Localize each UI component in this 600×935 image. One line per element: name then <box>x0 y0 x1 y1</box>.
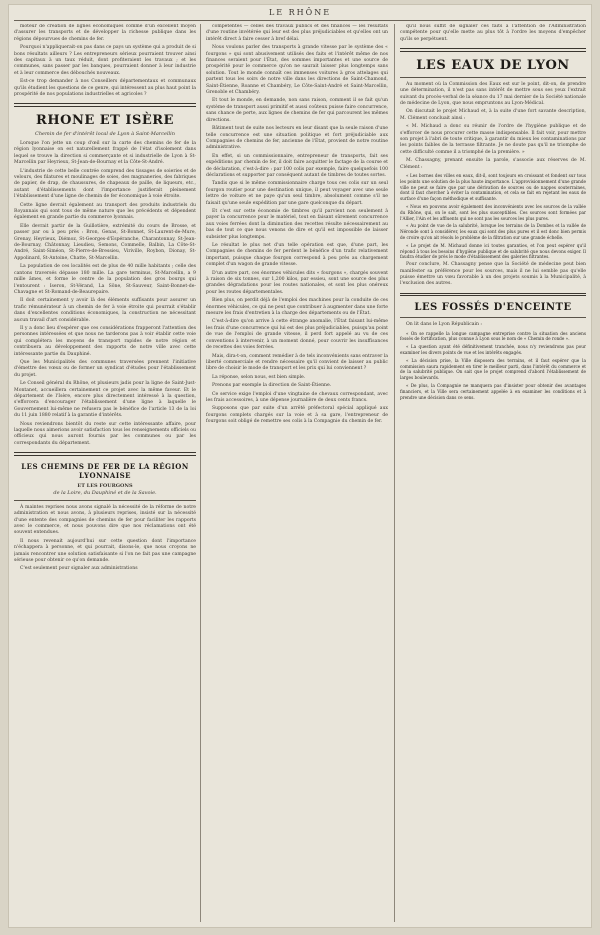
quoted-paragraph: « Les bornes des villes en eaux, dit-il, sont toujours en croissant et fondent sur tous les points une solution de la plus haute importance. L'approvisionnement d'une grande ville ne peut se faire que par une dérivation de sources ou de nappes souterraines, dont il faut chercher à éviter la contamination, et cela se fait en rejetant les eaux de surface d'une façon méthodique et suffisante. <box>400 173 586 202</box>
quoted-paragraph: « Le projet de M. Michaud donne ici toutes garanties, et l'on peut espérer qu'il répond à tous les besoins d'hygiène publique et de salubrité que nous devons exiger. Il faudra étudier de près le mode d'établissement des galeries filtrantes. <box>400 242 586 260</box>
paragraph: Prenons par exemple la direction de Saint-Étienne. <box>212 383 332 389</box>
top-rule <box>14 20 586 21</box>
paragraph: Pour conclure, M. Chassagny pense que la Société de médecine peut bien manifester sa préférence pour les sources, mais il ne lui semble pas qu'elle puisse émettre un vœu favorable à un des projets soumis à la Municipalité, à l'exclusion des autres. <box>400 262 586 287</box>
column-divider <box>200 24 201 922</box>
paragraph: Pourquoi n'appliquerait-on pas dans ce pays un système qui a produit de si bons résultats ailleurs ? Les entrepreneurs sérieux pourraient trouver ainsi des capitaux à un taux réduit, dont profiteraient les travaux ; et les communes, sans passer par les banques, pourraient donner à leur industrie et à leur commerce des débouchés nouveaux. <box>14 45 196 76</box>
paragraph: Que les Municipalités des communes traversées prennent l'initiative d'émettre des vœux ou de former un syndicat d'études pour l'établissement du projet. <box>14 359 196 378</box>
paragraph: Tandis que si le même commissionnaire charge tous ces colis sur un seul fourgon routier pour une destination unique, il peut voyager avec une seule lettre de voiture et ne paye qu'un seul timbre, absolument comme s'il ne faisait qu'une seule expédition par une gare quelconque du départ. <box>206 181 388 206</box>
section-divider <box>14 103 196 107</box>
quoted-paragraph: « Au point de vue de la salubrité, lorsque les terrains de la Dombes et la vallée de Néronde sont à considérer, les eaux qui sont des plus pures et il est donc bien permis de croire qu'on ait résolu le problème de la filtration sur une grande échelle. <box>400 223 586 240</box>
paragraph: On lit dans le Lyon Républicain : <box>406 322 482 328</box>
quoted-paragraph: « Nous en pouvons avoir également des inconvénients avec les sources de la vallée du Rhône, qui, on le sait, sont les plus susceptibles. Ces sources sont formées par l'Allier, l'Ain et les affluents qui ne sont pas les sources les plus pures. <box>400 203 586 221</box>
paragraph: C'est-à-dire qu'on arrive à cette étrange anomalie, l'État faisant lui-même les frais d'une concurrence qui lui est des plus préjudiciables, puisqu'au point de vue de l'emploi de grande vitesse, il perd fort appelé au vu de ces conventions à intervenir, à un moment donné, pour couvrir les insuffisances de recettes des voies ferrées. <box>206 319 388 351</box>
paragraph: Lorsque l'on jette un coup d'œil sur la carte des chemins de fer de la région lyonnaise on est naturellement frappé de l'état d'isolement dans lequel se trouve la direction si commerçante et si industrielle de Lyon à St-Marcellin par Heyrieux, St-Jean-de-Bournay et la Côte-St-André. <box>14 140 196 166</box>
quoted-paragraph: « On se rappelle la longue campagne entreprise contre la situation des anciens fossés de fortification, plus connue à Lyon sous le nom de « Chemin de ronde ». <box>400 330 586 342</box>
paragraph: Il doit certainement y avoir là des éléments suffisants pour assurer un trafic rémunérateur à un chemin de fer à voie étroite qui pourrait s'établir dans d'excellentes conditions économiques, la construction ne nécessitant aucun travail d'art considérable. <box>14 298 196 323</box>
paragraph: Elle devrait partir de la Guillotière, extrémité du cours de Brosse, et passer par ou à peu près : Bron, Genas, St-Bonnet, St-Laurent-de-Mure, Grenay, Heyrieux, Diémoz, St-Georges-d'Espéranche, Charantonnay, St-Jean-de-Bournay, Châtonnay, Lieudieu, Semons, Commelle, Balbin, La Côte-St-André, Saint-Siméon, St-Pierre-de-Bressieu, Viriville, Roybon, Dionay, St-Appolinard, St-Antoine, Chatte, St-Marcellin. <box>14 223 196 261</box>
paragraph: Mais, dira-t-on, comment remédier à de tels inconvénients sans entraver la liberté commerciale et rendre nécessaire qu'il convient de laisser au public libre de choisir le mode de transport et les prix qui lui conviennent ? <box>206 353 388 372</box>
paragraph: Est-ce trop demander à nos Conseillers départementaux et communaux qu'ils étudient les questions de ce genre, qui intéressent au plus haut point la prospérité de nos populations industrielles et agricoles ? <box>14 79 196 98</box>
paragraph: Le résultat le plus net d'un telle opération est que, d'une part, les Compagnies de chemins de fer perdent le bénéfice d'un trafic relativement important, puisque chaque fourgon correspond à peu près au chargement complet d'un wagon de grande vitesse. <box>206 243 388 268</box>
paragraph: Et c'est sur cette économie de timbres qu'il parvient non seulement à payer la concurrence pour le matériel, tout en faisant sûrement concurrence aux voies ferrées dont la diminution des recettes résulte nécessairement au bas de tout ce que nous venons de dire et qu'il est impossible de laisser subsister plus longtemps. <box>206 208 388 240</box>
paragraph: M. Chassagny, prenant ensuite la parole, s'associe aux réserves de M. Clément : <box>400 158 586 170</box>
section-subtitle: Chemin de fer d'intérêt local de Lyon à Saint-Marcellin <box>35 130 175 137</box>
paragraph: compétentes — celles des travaux publics et des finances — les résultats d'une routine invétérée qui leur est des plus préjudiciables et qu'elles ont un intérêt direct à faire cesser à bref délai. <box>206 24 388 42</box>
paragraph: En effet, si un commissionnaire, entrepreneur de transports, fait ses expéditions par chemin de fer, il doit faire acquitter le factage de la course et de déclaration, c'est-à-dire : par 100 colis par exemple, faire quelquefois 100 déclarations et supporter par conséquent autant de timbres de toutes sortes. <box>206 153 388 178</box>
paragraph: L'industrie de cette belle contrée comprend des tissages de soieries et de velours, des filatures et moulinages de soies, des magnaneries, des fabriques de papier, de drap, de chaussures, de chapeaux de paille, de liqueurs, etc., autant d'établissements dont l'importance justifierait pleinement l'établissement d'une ligne de chemin de fer économique à voie étroite. <box>14 168 196 200</box>
paragraph: Cette ligne devrait également au transport des produits industriels du Royannais qui sont tous de même nature que les précédents et dépendent également en grande partie du commerce lyonnais. <box>14 202 196 221</box>
section-title-rhone-isere: RHONE ET ISÈRE <box>36 112 174 128</box>
paragraph: Nous reviendrons bientôt du reste sur cette intéressante affaire, pour laquelle nous aimerions avoir satisfaction tous les renseignements officiels ou officieux qui nous auront fournis par les communes ou par les correspondants du département. <box>14 421 196 446</box>
newspaper-page <box>8 4 592 928</box>
masthead: LE RHÔNE <box>268 8 332 17</box>
section-title-fosses-enceinte: LES FOSSÉS D'ENCEINTE <box>414 302 572 314</box>
paragraph: La population de ces localités est de plus de 40 mille habitants ; celle des cantons traversés dépasse 180 mille. La gare terminus, St-Marcellin, a 9 mille âmes, et forme le centre de la population des gros bourgs qui l'entourent : Iseron, St-Vérand, La Sône, St-Sauveur, Saint-Bonnet-de-Chavagne et St-Romand-de-Beaurepaire. <box>14 264 196 295</box>
paragraph: Le Conseil général du Rhône, et plusieurs jadis pour la ligne de Saint-Just-Montanet, accueillera certainement ce projet avec la même faveur. Et le département de l'Isère, encore plus directement intéressé à la question, s'efforcera d'encourager l'établissement d'une ligne à laquelle le Gouvernement lui-même ne refusera pas le bénéfice de l'article 13 de la loi du 11 juin 1880 relatif à la garantie d'intérêts. <box>14 381 196 419</box>
divider <box>400 317 586 318</box>
divider <box>400 77 586 78</box>
paragraph: On discutait le projet Michaud et, à la suite d'une fort savante description, M. Clément concluait ainsi : <box>400 109 586 121</box>
paragraph: Ce service exige l'emploi d'une vingtaine de chevaux correspondant, avec les frais accessoires, à une dépense journalière de deux cents francs. <box>206 391 388 403</box>
section-divider <box>400 48 586 52</box>
column-divider <box>394 24 395 922</box>
column-3 <box>400 24 586 922</box>
paragraph: C'est seulement pour signaler aux administrations <box>20 566 138 572</box>
paragraph: moteur de création de lignes économiques comme d'un excellent moyen d'assurer les transports et de développer la richesse publique dans les régions dépourvues de chemins de fer. <box>14 24 196 42</box>
quoted-paragraph: « La question ayant été définitivement tranchée, nous n'y reviendrons pas pour examiner les divers points de vue et les intérêts engagés. <box>400 344 586 356</box>
paragraph: Nous voulons parler des transports à grande vitesse par le système des « fourgons » qui sont abusivement utilisés des faits et l'intérêt même de nos finances seraient pour l'État, des sommes importantes et une source de prospérité pour le commerce qu'on ne saurait laisser plus longtemps sans solution. Tout le monde connaît ces immenses voitures à gros attelages qui partent tous les soirs de notre ville dans les directions de Saint-Chamond, Saint-Étienne, Roanne et Chambéry, Le Côte-Saint-André et Saint-Marcellin, Grenoble et Chambéry. <box>206 45 388 96</box>
paragraph: D'un autre part, ces énormes véhicules dits « fourgons », chargés souvent à raison de six tonnes, sur 1,200 kilos, par essieu, sont une source des plus grandes dégradations pour les routes nationales, et sont les plus onéreux pour les routes départementales. <box>206 270 388 295</box>
section-title-chemins-de-fer: LES CHEMINS DE FER DE LA RÉGION LYONNAISE <box>21 461 189 480</box>
section-subtitle: ET LES FOURGONS <box>77 482 133 489</box>
paragraph: Supposons que par suite d'un arrêté préfectoral spécial appliqué aux fourgons complets chargés sur la voie et à sa gare, l'entrepreneur de fourgons soit obligé de remettre ses colis à la Compagnie du chemin de fer. <box>206 406 388 425</box>
paragraph: Et tout le monde, en demande, non sans raison, comment il se fait qu'un système de transport aussi primitif et aussi coûteux puisse faire concurrence, sans chance de perte, aux lignes de chemins de fer qui parcourent les mêmes directions. <box>206 98 388 123</box>
paragraph: Au moment où la Commission des Eaux est sur le point, dit-on, de prendre une détermination, il n'est pas sans intérêt de mettre sous ses yeux l'extrait suivant du procès-verbal de la séance du 17 mai dernier de la Société nationale de médecine de Lyon, que nous empruntons au Lyon-Médical. <box>400 81 586 106</box>
column-2 <box>206 24 388 922</box>
paragraph: « M. Michaud a donc su réunir de l'ordre de l'hygiène publique et de s'efforcer de nous procurer cette masse indispensable. Il fait voir, pour mettre son projet à l'abri de toute critique, à garantir du mieux les contaminations par les points faibles de la terrasse filtrante. Je ne doute pas qu'il ne triomphe de cette difficulté comme il a triomphé de la première. » <box>400 124 586 155</box>
paragraph: Bâtiment tout de suite nos lecteurs en leur disant que la seule raison d'une telle concurrence est une situation politique et fort préjudiciable aux Compagnies de chemins de fer, ancienne de l'État, provient de notre routine administrative. <box>206 126 388 151</box>
section-title-eaux-de-lyon: LES EAUX DE LYON <box>416 57 570 73</box>
section-divider <box>14 452 196 456</box>
section-divider <box>400 293 586 297</box>
quoted-paragraph: « De plus, la Compagnie ne manquera pas d'insister pour obtenir des avantages financiers, et la Ville sera certainement appelée à en examiner les conditions et à prendre une décision dans ce sens. <box>400 383 586 400</box>
paragraph: La réponse, selon nous, est bien simple. <box>212 374 306 380</box>
quoted-paragraph: « La décision prise, la Ville disposera des terrains, et il faut espérer que la commission saura rapidement en tirer le meilleur parti, dans l'intérêt du commerce et de la salubrité publique. On sait que le projet comprend d'abord l'établissement de larges boulevards. <box>400 357 586 381</box>
paragraph: qu'il nous suffit de signaler ces faits à l'attention de l'Administration compétente pour qu'elle mette au plus tôt à l'ordre les moyens d'empêcher qu'ils se perpétuent. <box>400 24 586 42</box>
section-subtitle: de la Loire, du Dauphiné et de la Savoie. <box>53 489 157 496</box>
paragraph: Bien plus, on perdit déjà de l'emploi des machines pour la conduite de ces énormes véhicules, ce qui ne peut que contribuer à augmenter dans une forte mesure les frais d'entretien à la charge des départements ou de l'État. <box>206 298 388 317</box>
column-1 <box>14 24 196 922</box>
paragraph: Il y a donc lieu d'espérer que ces considérations frapperont l'attention des personnes intéressées et que nous ne tarderons pas à voir établir cette voie qui complétera les moyens de transport rapides de notre région et contribuera au développement des rapports de notre ville avec cette intéressante partie du Dauphiné. <box>14 325 196 357</box>
paragraph: Il nous revenait aujourd'hui sur cette question dont l'importance n'échappera à personne, et qui pourrait, disons-le, que nous croyons ne jamais rencontrer une solution satisfaisante si l'on ne fait pas une campagne sérieuse pour obtenir ce qu'on demande. <box>14 538 196 563</box>
divider <box>14 500 196 501</box>
paragraph: À maintes reprises nous avons signalé la nécessité de la réforme de notre administration et nous avons, à plusieurs reprises, insisté sur la nécessité d'une entente des compagnies de chemins de fer pour faciliter les rapports avec le commerce, et nous pouvons dire que nos réclamations ont été souvent entendues. <box>14 504 196 536</box>
